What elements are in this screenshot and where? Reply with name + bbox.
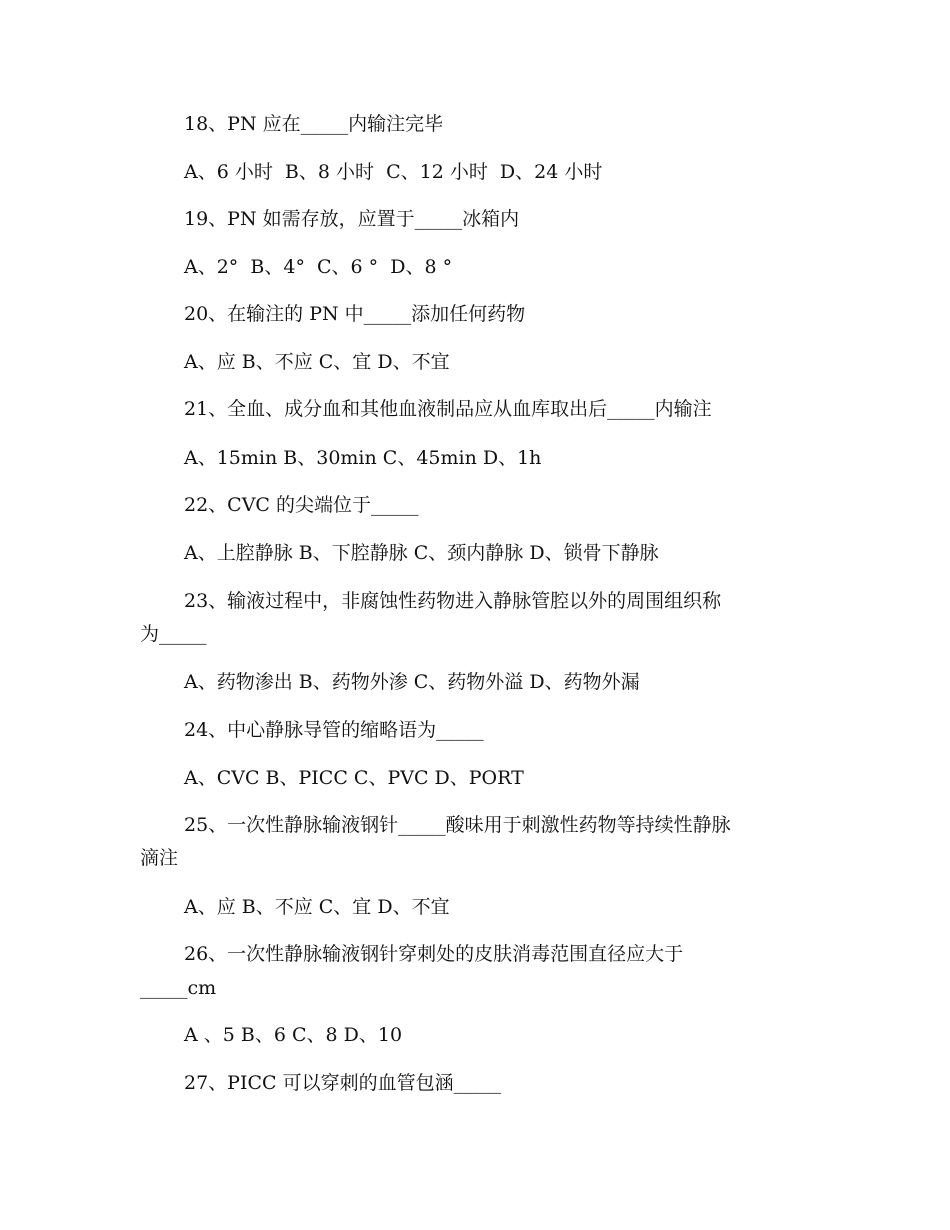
question-23: 23、输液过程中，非腐蚀性药物进入静脉管腔以外的周围组织称 <box>184 590 722 612</box>
options-26: A 、5 B、6 C、8 D、10 <box>184 1024 403 1046</box>
question-26-continued: _____cm <box>140 977 217 999</box>
question-18: 18、PN 应在_____内输注完毕 <box>184 113 444 135</box>
question-20: 20、在输注的 PN 中_____添加任何药物 <box>184 303 526 325</box>
options-21: A、15min B、30min C、45min D、1h <box>184 447 542 469</box>
question-25: 25、一次性静脉输液钢针_____酸味用于刺激性药物等持续性静脉 <box>184 814 731 836</box>
question-26: 26、一次性静脉输液钢针穿刺处的皮肤消毒范围直径应大于 <box>184 943 684 965</box>
question-22: 22、CVC 的尖端位于_____ <box>184 494 419 516</box>
options-22: A、上腔静脉 B、下腔静脉 C、颈内静脉 D、锁骨下静脉 <box>184 542 659 564</box>
question-23-continued: 为_____ <box>140 623 207 645</box>
options-24: A、CVC B、PICC C、PVC D、PORT <box>184 767 524 789</box>
options-23: A、药物渗出 B、药物外渗 C、药物外溢 D、药物外漏 <box>184 671 640 693</box>
question-24: 24、中心静脉导管的缩略语为_____ <box>184 719 484 741</box>
options-25: A、应 B、不应 C、宜 D、不宜 <box>184 896 450 918</box>
question-19: 19、PN 如需存放，应置于_____冰箱内 <box>184 208 520 230</box>
options-20: A、应 B、不应 C、宜 D、不宜 <box>184 351 450 373</box>
question-25-continued: 滴注 <box>140 847 179 869</box>
question-21: 21、全血、成分血和其他血液制品应从血库取出后_____内输注 <box>184 398 712 420</box>
question-27: 27、PICC 可以穿刺的血管包涵_____ <box>184 1072 502 1094</box>
options-18: A、6 小时 B、8 小时 C、12 小时 D、24 小时 <box>184 161 603 183</box>
options-19: A、2° B、4° C、6 ° D、8 ° <box>184 256 453 278</box>
